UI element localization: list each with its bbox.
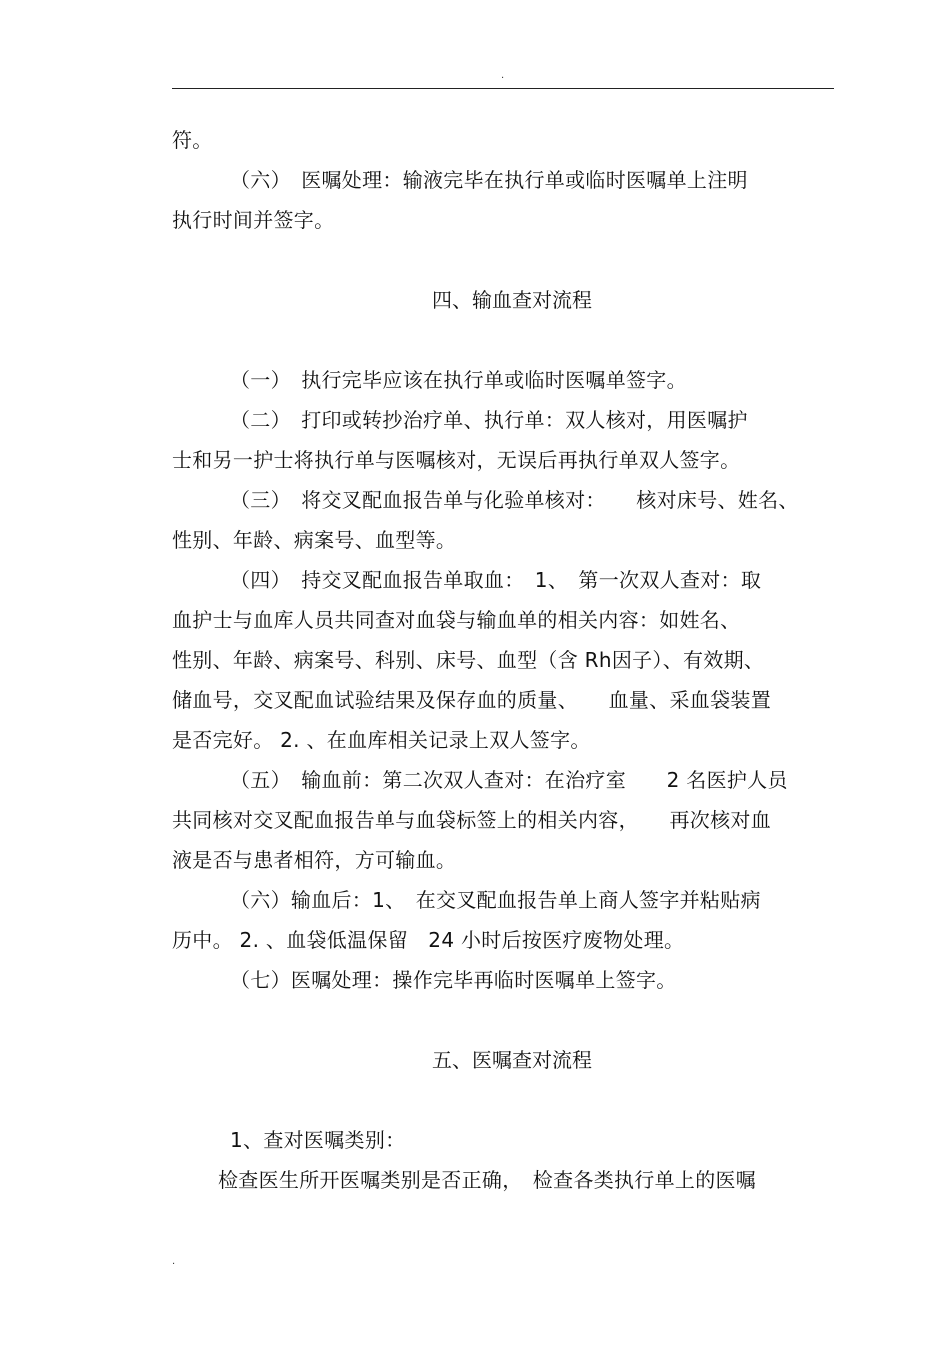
footer-dot: . [172, 1256, 176, 1267]
text-line: 是否完好。 2. 、在血库相关记录上双人签字。 [172, 728, 591, 752]
text-line: 共同核对交叉配血报告单与血袋标签上的相关内容， 再次核对血 [172, 808, 771, 832]
header-dot: . [501, 70, 505, 81]
text-line: 储血号，交叉配血试验结果及保存血的质量、 血量、采血袋装置 [172, 688, 771, 712]
text-line: （二） 打印或转抄治疗单、执行单：双人核对，用医嘱护 [230, 408, 748, 432]
text-line: （六） 医嘱处理：输液完毕在执行单或临时医嘱单上注明 [230, 168, 748, 192]
text-line: 性别、年龄、病案号、血型等。 [172, 528, 457, 552]
text-line: 符。 [172, 128, 213, 152]
text-line: （七）医嘱处理：操作完毕再临时医嘱单上签字。 [230, 968, 677, 992]
header-rule [172, 88, 834, 89]
text-line: 1、查对医嘱类别： [230, 1128, 406, 1152]
text-line: 执行时间并签字。 [172, 208, 335, 232]
section-heading: 五、医嘱查对流程 [432, 1048, 592, 1072]
text-line: 液是否与患者相符，方可输血。 [172, 848, 457, 872]
text-line: 性别、年龄、病案号、科别、床号、血型（含 Rh因子）、有效期、 [172, 648, 765, 672]
text-line: 历中。 2. 、血袋低温保留 24 小时后按医疗废物处理。 [172, 928, 685, 952]
text-line: 士和另一护士将执行单与医嘱核对，无误后再执行单双人签字。 [172, 448, 741, 472]
text-line: （三） 将交叉配血报告单与化验单核对： 核对床号、姓名、 [230, 488, 799, 512]
text-line: （六）输血后：1、 在交叉配血报告单上商人签字并粘贴病 [230, 888, 761, 912]
text-line: 血护士与血库人员共同查对血袋与输血单的相关内容：如姓名、 [172, 608, 741, 632]
text-line: （五） 输血前：第二次双人查对：在治疗室 2 名医护人员 [230, 768, 788, 792]
text-line: （四） 持交叉配血报告单取血： 1、 第一次双人查对：取 [230, 568, 762, 592]
section-heading: 四、输血查对流程 [432, 288, 592, 312]
text-line: 检查医生所开医嘱类别是否正确， 检查各类执行单上的医嘱 [218, 1168, 757, 1192]
text-line: （一） 执行完毕应该在执行单或临时医嘱单签字。 [230, 368, 687, 392]
